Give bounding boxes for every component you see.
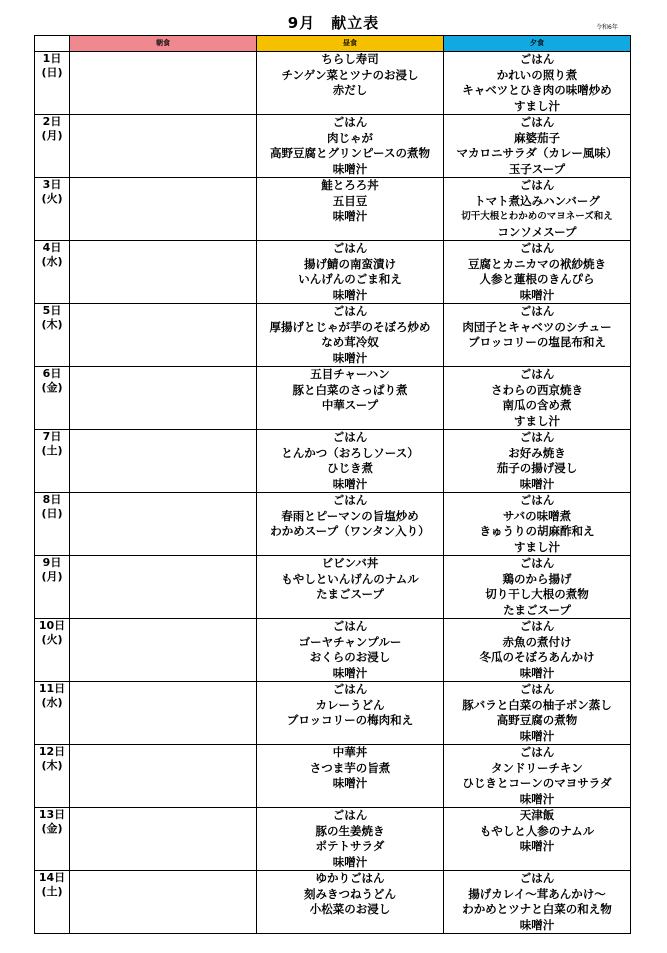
lunch-cell: [257, 556, 444, 619]
menu-item: 天津飯: [519, 808, 555, 822]
table-row: [35, 682, 631, 745]
date-cell: [35, 430, 70, 493]
menu-item: 味噌汁: [332, 776, 368, 790]
breakfast-cell: [70, 367, 257, 430]
date-cell: [35, 871, 70, 934]
date-cell: [35, 115, 70, 178]
menu-item: すまし汁: [514, 98, 560, 113]
day-label: 4日: [42, 241, 62, 254]
menu-item: 揚げカレイ～茸あんかけ～: [468, 886, 606, 901]
menu-item: ごはん: [519, 430, 555, 444]
menu-item: 麻婆茄子: [514, 130, 560, 145]
header-row: [35, 36, 631, 52]
dinner-cell: [444, 619, 631, 682]
breakfast-column-header: 朝食: [70, 36, 257, 52]
menu-item: ごはん: [519, 178, 555, 192]
menu-item: もやしと人参のナムル: [479, 823, 595, 838]
menu-item: トマト煮込みハンバーグ: [474, 193, 600, 208]
day-label: 7日: [42, 430, 62, 443]
date-column-header: [35, 36, 70, 52]
menu-item: 味噌汁: [519, 728, 555, 743]
lunch-column-header: 昼食: [257, 36, 444, 52]
table-row: [35, 115, 631, 178]
date-cell: [35, 682, 70, 745]
date-cell: [35, 52, 70, 115]
weekday-label: (火): [41, 192, 63, 205]
menu-item: 五目豆: [332, 193, 368, 208]
weekday-label: (日): [41, 507, 63, 520]
menu-item: 中華丼: [332, 745, 368, 759]
dinner-cell: [444, 682, 631, 745]
table-row: [35, 493, 631, 556]
lunch-cell: [257, 682, 444, 745]
date-cell: [35, 556, 70, 619]
day-label: 13日: [38, 808, 66, 821]
weekday-label: (金): [41, 822, 63, 835]
menu-item: ゴーヤチャンプルー: [298, 634, 402, 649]
menu-item: 味噌汁: [332, 854, 368, 869]
date-cell: [35, 619, 70, 682]
dinner-cell: [444, 493, 631, 556]
day-label: 14日: [38, 871, 66, 884]
lunch-cell: [257, 115, 444, 178]
menu-item: ごはん: [332, 304, 368, 318]
menu-item: チンゲン菜とツナのお浸し: [281, 67, 419, 82]
menu-item: きゅうりの胡麻酢和え: [479, 524, 595, 538]
menu-item: ごはん: [332, 493, 368, 507]
menu-item: ごはん: [519, 556, 555, 570]
menu-item: ごはん: [519, 52, 555, 66]
menu-item: 厚揚げとじゃが芋のそぼろ炒め: [269, 319, 431, 334]
date-cell: [35, 808, 70, 871]
weekday-label: (月): [41, 570, 63, 583]
lunch-cell: [257, 619, 444, 682]
breakfast-cell: [70, 115, 257, 178]
dinner-cell: [444, 52, 631, 115]
day-label: 5日: [42, 304, 62, 317]
menu-body: [35, 52, 631, 934]
menu-item: さつま芋の旨煮: [309, 760, 391, 775]
lunch-cell: [257, 493, 444, 556]
menu-item: ビビンバ丼: [321, 556, 379, 570]
breakfast-cell: [70, 871, 257, 934]
menu-item: すまし汁: [514, 413, 560, 428]
menu-item: ごはん: [332, 808, 368, 822]
menu-item: 五目チャーハン: [310, 367, 390, 381]
weekday-label: (日): [41, 66, 63, 79]
breakfast-cell: [70, 493, 257, 556]
menu-item: おくらのお浸し: [309, 650, 391, 664]
table-row: [35, 304, 631, 367]
dinner-cell: [444, 556, 631, 619]
menu-item: わかめスープ（ワンタン入り）: [270, 524, 430, 538]
menu-item: ごはん: [332, 682, 368, 696]
breakfast-cell: [70, 682, 257, 745]
menu-item: 豚と白菜のさっぱり煮: [292, 382, 408, 397]
menu-item: さわらの西京焼き: [491, 382, 583, 397]
menu-item: ごはん: [332, 430, 368, 444]
menu-item: ゆかりごはん: [315, 871, 385, 885]
weekday-label: (金): [41, 381, 63, 394]
lunch-cell: [257, 304, 444, 367]
table-row: [35, 871, 631, 934]
weekday-label: (月): [41, 129, 63, 142]
menu-item: いんげんのごま和え: [298, 272, 402, 286]
table-row: [35, 52, 631, 115]
dinner-cell: [444, 304, 631, 367]
menu-item: なめ茸冷奴: [321, 335, 379, 349]
day-label: 1日: [42, 52, 62, 65]
date-cell: [35, 493, 70, 556]
breakfast-cell: [70, 52, 257, 115]
table-row: [35, 241, 631, 304]
menu-item: 味噌汁: [519, 839, 555, 853]
weekday-label: (火): [41, 633, 63, 646]
menu-item: 鮭とろろ丼: [321, 178, 379, 192]
menu-item: 肉団子とキャベツのシチュー: [462, 319, 612, 334]
menu-item: ごはん: [519, 871, 555, 885]
menu-item: コンソメスープ: [497, 224, 577, 239]
menu-item: 玉子スープ: [508, 161, 566, 176]
dinner-cell: [444, 367, 631, 430]
day-label: 3日: [42, 178, 62, 191]
weekday-label: (水): [41, 255, 63, 268]
menu-item: 豚バラと白菜の柚子ポン蒸し: [462, 697, 612, 712]
day-label: 11日: [38, 682, 66, 695]
date-cell: [35, 745, 70, 808]
day-label: 10日: [38, 619, 66, 632]
menu-item: 味噌汁: [332, 350, 368, 365]
menu-item: 味噌汁: [519, 476, 555, 491]
breakfast-cell: [70, 808, 257, 871]
day-label: 8日: [42, 493, 62, 506]
menu-item: ごはん: [519, 493, 555, 507]
menu-item: キャベツとひき肉の味噌炒め: [462, 83, 612, 97]
menu-item: 春雨とピーマンの旨塩炒め: [281, 508, 419, 523]
dinner-cell: [444, 115, 631, 178]
lunch-cell: [257, 178, 444, 241]
menu-item: 赤魚の煮付け: [502, 634, 572, 649]
menu-item: ひじき煮: [327, 461, 373, 475]
date-cell: [35, 367, 70, 430]
menu-item: 高野豆腐の煮物: [496, 713, 578, 727]
dinner-cell: [444, 430, 631, 493]
menu-item: 味噌汁: [332, 209, 368, 223]
menu-item: わかめとツナと白菜の和え物: [462, 902, 612, 916]
menu-item: ごはん: [332, 241, 368, 255]
menu-item: 味噌汁: [519, 791, 555, 806]
day-label: 2日: [42, 115, 62, 128]
menu-item: たまごスープ: [316, 587, 384, 601]
menu-item: 味噌汁: [519, 665, 555, 680]
weekday-label: (木): [41, 759, 63, 772]
menu-item: 鶏のから揚げ: [502, 571, 572, 586]
menu-item: 豚の生姜焼き: [315, 823, 385, 838]
menu-item: 味噌汁: [332, 476, 368, 491]
menu-item: 人参と蓮根のきんぴら: [479, 272, 595, 286]
menu-item: 味噌汁: [332, 287, 368, 302]
menu-item: ごはん: [519, 367, 555, 381]
menu-item: 高野豆腐とグリンピースの煮物: [270, 146, 430, 160]
menu-item: 冬瓜のそぼろあんかけ: [479, 650, 595, 664]
lunch-cell: [257, 52, 444, 115]
dinner-cell: [444, 178, 631, 241]
weekday-label: (土): [41, 444, 63, 457]
table-row: [35, 556, 631, 619]
menu-item: 南瓜の含め煮: [502, 398, 572, 412]
menu-item: 味噌汁: [332, 161, 368, 176]
lunch-cell: [257, 745, 444, 808]
dinner-cell: [444, 745, 631, 808]
menu-item: 小松菜のお浸し: [309, 902, 391, 916]
menu-item: 刻みきつねうどん: [304, 886, 396, 901]
day-label: 12日: [38, 745, 66, 758]
menu-item: 豆腐とカニカマの袱紗焼き: [468, 256, 606, 271]
menu-item: 味噌汁: [519, 287, 555, 302]
menu-item: かれいの照り煮: [496, 67, 578, 82]
day-label: 6日: [42, 367, 62, 380]
menu-item: ごはん: [519, 304, 555, 318]
menu-item: お好み焼き: [508, 445, 566, 460]
menu-item: 肉じゃが: [327, 130, 373, 145]
menu-item: ひじきとコーンのマヨサラダ: [462, 776, 612, 790]
lunch-cell: [257, 871, 444, 934]
lunch-cell: [257, 808, 444, 871]
table-row: [35, 178, 631, 241]
breakfast-cell: [70, 745, 257, 808]
era-label: 令和6年: [596, 24, 618, 31]
breakfast-cell: [70, 241, 257, 304]
lunch-cell: [257, 430, 444, 493]
table-row: [35, 367, 631, 430]
menu-item: マカロニサラダ（カレー風味）: [456, 146, 618, 160]
menu-item: 味噌汁: [519, 917, 555, 932]
menu-item: もやしといんげんのナムル: [281, 571, 419, 586]
lunch-cell: [257, 367, 444, 430]
menu-item: ごはん: [519, 745, 555, 759]
table-row: [35, 745, 631, 808]
dinner-column-header: 夕食: [444, 36, 631, 52]
dinner-cell: [444, 871, 631, 934]
menu-item: ごはん: [519, 241, 555, 255]
menu-table: [34, 35, 631, 934]
menu-item: ごはん: [519, 619, 555, 633]
date-cell: [35, 178, 70, 241]
breakfast-cell: [70, 556, 257, 619]
weekday-label: (水): [41, 696, 63, 709]
menu-item: 中華スープ: [321, 398, 379, 412]
weekday-label: (土): [41, 885, 63, 898]
table-row: [35, 430, 631, 493]
date-cell: [35, 304, 70, 367]
page-title: 9月 献立表: [287, 14, 380, 32]
table-row: [35, 808, 631, 871]
weekday-label: (木): [41, 318, 63, 331]
menu-item: ブロッコリーの梅肉和え: [286, 713, 414, 727]
breakfast-cell: [70, 619, 257, 682]
dinner-cell: [444, 241, 631, 304]
day-label: 9日: [42, 556, 62, 569]
menu-item: サバの味噌煮: [502, 508, 572, 523]
menu-item: ごはん: [332, 619, 368, 633]
menu-item: とんかつ（おろしソース）: [281, 445, 419, 460]
menu-item: 茄子の揚げ浸し: [496, 461, 578, 475]
menu-item: たまごスープ: [503, 602, 571, 617]
menu-item: ブロッコリーの塩昆布和え: [468, 335, 606, 349]
menu-item: カレーうどん: [315, 697, 385, 712]
breakfast-cell: [70, 178, 257, 241]
dinner-cell: [444, 808, 631, 871]
menu-item: タンドリーチキン: [491, 760, 583, 775]
menu-item: 切干大根とわかめのマヨネーズ和え: [461, 211, 613, 222]
breakfast-cell: [70, 430, 257, 493]
menu-item: ごはん: [519, 115, 555, 129]
menu-item: 赤だし: [332, 83, 368, 97]
date-cell: [35, 241, 70, 304]
menu-item: 味噌汁: [332, 665, 368, 680]
table-row: [35, 619, 631, 682]
menu-item: 切り干し大根の煮物: [485, 587, 589, 601]
menu-item: ちらし寿司: [321, 52, 379, 66]
menu-item: すまし汁: [514, 539, 560, 554]
breakfast-cell: [70, 304, 257, 367]
menu-item: ごはん: [332, 115, 368, 129]
lunch-cell: [257, 241, 444, 304]
menu-item: ごはん: [519, 682, 555, 696]
menu-item: 揚げ鯖の南蛮漬け: [304, 256, 396, 271]
menu-item: ポテトサラダ: [315, 839, 385, 853]
